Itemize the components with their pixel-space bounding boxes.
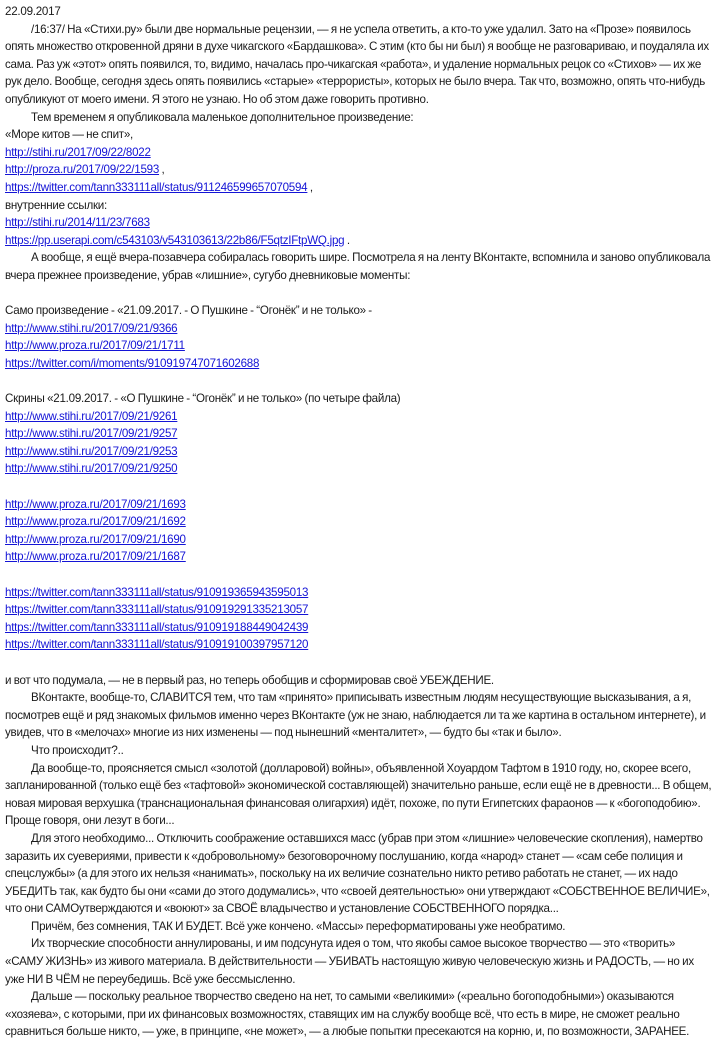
- work2-label: Само произведение - «21.09.2017. - О Пушкине - “Огонёк” и не только» -: [5, 304, 372, 318]
- screen-link-twitter[interactable]: https://twitter.com/tann333111all/status/910919100397957120: [5, 638, 309, 652]
- internal-links-label: внутренние ссылки:: [5, 198, 107, 212]
- screen-link-twitter[interactable]: https://twitter.com/tann333111all/status/910919188449042439: [5, 620, 309, 634]
- paragraph-creativity: Их творческие способности аннулированы, и им подсунута идея о том, что якобы самое высокое творчество — это «творить» «САМУ ЖИЗНЬ» из живого материала. В действительности — УБИВАТЬ настоящую живую человеческую жизнь и РАДОСТЬ, — но их уже НИ В ЧЁМ не переубедишь. Всё уже бессмысленно.: [5, 937, 694, 986]
- internal-link-line: [5, 214, 715, 232]
- screen-link-proza[interactable]: http://www.proza.ru/2017/09/21/1693: [5, 497, 186, 511]
- screen-link-twitter[interactable]: https://twitter.com/tann333111all/status/910919291335213057: [5, 603, 309, 617]
- screen-link-stihi[interactable]: http://www.stihi.ru/2017/09/21/9257: [5, 427, 178, 441]
- blank-line: [5, 478, 715, 496]
- screen-link-stihi[interactable]: http://www.stihi.ru/2017/09/21/9253: [5, 444, 178, 458]
- work-link-stihi[interactable]: http://stihi.ru/2017/09/22/8022: [5, 145, 151, 159]
- paragraph-question: Что происходит?..: [31, 743, 124, 757]
- internal-link-line: https://pp.userapi.com/c543103/v543103613/22b86/F5qtzIFtpWQ.jpg .: [5, 233, 350, 247]
- paragraph-golden-war: Да вообще-то, проясняется смысл «золотой (долларовой) войны», объявленной Хоуардом Тафтом в 1910 году, но, скорее всего, запланированной (только ещё без «тафтовой» экономической составляющей) значительно раньше, если ещё не в древности... В общем, новая мировая верхушка (транснациональная финансовая олигархия) идёт, похоже, по пути Египетских фараонов — к «богоподобию». Проще говоря, они лезут в боги...: [5, 761, 712, 828]
- paragraph-vkontakte-quotes: ВКонтакте, вообще-то, СЛАВИТСЯ тем, что там «принято» приписывать известным людям несуществующие высказывания, а я, посмотрев ещё и ряд знакомых фильмов именно через ВКонтакте (уж не знаю, наблюдается ли та же картина в остальном интернете), и увидев, что в «мелочах» многие из них изменены — под нынешний «менталитет», — будто бы «так и было».: [5, 691, 706, 740]
- paragraph-necessity: Для этого необходимо... Отключить соображение оставшихся масс (убрав при этом «лишние» человеческие скопления), намертво заразить их суевериями, привести к «добровольному» безоговорочному послушанию, когда «народ» станет — «сам себе полиция и спецслужбы» (а для этого их нельзя «нанимать», поскольку на их величие сознательно никто ретиво работать не станет, — их надо УБЕДИТЬ так, как будто бы они «сами до этого додумались», что «своей деятельностью» они утверждают «СОБСТВЕННОЕ ВЕЛИЧИЕ», что они САМОутверждаются и «воюют» за СВОЁ владычество и установление СОБСТВЕННОГО порядка...: [5, 831, 710, 916]
- work2-link-proza[interactable]: http://www.proza.ru/2017/09/21/1711: [5, 339, 185, 353]
- work-title: «Море китов — не спит»,: [5, 128, 134, 142]
- screen-link-stihi[interactable]: http://www.stihi.ru/2017/09/21/9250: [5, 462, 178, 476]
- paragraph-masters: Дальше — поскольку реальное творчество сведено на нет, то самыми «великими» («реально богоподобными») оказываются «хозяева», с которыми, при их финансовых возможностях, ставящих им на службу вообще всё, что есть в мире, не сможет реально сравниться больше никто, — уже, в принципе, «не может», — а любые попытки пресекаются на корню, и, по возможности, ЗАРАНЕЕ.: [5, 990, 690, 1039]
- blank-line: [5, 566, 715, 584]
- work-link-line: [5, 144, 715, 162]
- blank-line: [5, 285, 715, 303]
- work-link-proza[interactable]: http://proza.ru/2017/09/22/1593: [5, 163, 160, 177]
- screen-link-proza[interactable]: http://www.proza.ru/2017/09/21/1690: [5, 532, 186, 546]
- blank-line: [5, 654, 715, 672]
- screen-link-proza[interactable]: http://www.proza.ru/2017/09/21/1687: [5, 550, 186, 564]
- paragraph-reviews-deleted: /16:37/ На «Стихи.ру» были две нормальные рецензии, — я не успела ответить, а кто-то уже удалил. Зато на «Прозе» появилось опять множество откровенной дряни в духе чикагского «Бардашкова». С этим (кто бы ни был) я вообще не разговариваю, и поудаляла их сама. Раз уж «этот» опять появился, то, видимо, началась про-чикагская «работа», и удаление нормальных рецок со «Стихов» — их же рук дело. Вообще, сегодня здесь опять появились «старые» «террористы», которых не было вчера. Так что, возможно, опять что-нибудь опубликуют от моего имени. Я этого не узнаю. Но об этом даже говорить противно.: [5, 22, 709, 106]
- internal-link-image[interactable]: https://pp.userapi.com/c543103/v543103613/22b86/F5qtzIFtpWQ.jpg: [5, 233, 345, 247]
- work-link-line: https://twitter.com/tann333111all/status/911246599657070594 ,: [5, 180, 313, 194]
- paragraph-conviction: и вот что подумала, — не в первый раз, но теперь обобщив и сформировав своё УБЕЖДЕНИЕ.: [5, 673, 494, 687]
- paragraph-vkontakte-republish: А вообще, я ещё вчера-позавчера собиралась говорить шире. Посмотрела я на ленту ВКонтакте, вспомнила и заново опубликовала вчера прежнее произведение, убрав «лишние», сугубо дневниковые моменты:: [5, 251, 711, 282]
- blank-line: [5, 372, 715, 390]
- screen-link-stihi[interactable]: http://www.stihi.ru/2017/09/21/9261: [5, 409, 178, 423]
- screen-link-proza[interactable]: http://www.proza.ru/2017/09/21/1692: [5, 515, 186, 529]
- work2-link-stihi[interactable]: http://www.stihi.ru/2017/09/21/9366: [5, 321, 178, 335]
- paragraph-it-will-be: Причём, без сомнения, ТАК И БУДЕТ. Всё уже кончено. «Массы» переформатированы уже необратимо.: [31, 919, 566, 933]
- work2-link-twitter-moments[interactable]: https://twitter.com/i/moments/910919747071602688: [5, 356, 260, 370]
- entry-date: 22.09.2017: [5, 5, 61, 18]
- work-link-twitter[interactable]: https://twitter.com/tann333111all/status/911246599657070594: [5, 180, 308, 194]
- work-link-line: http://proza.ru/2017/09/22/1593 ,: [5, 163, 165, 177]
- screen-link-twitter[interactable]: https://twitter.com/tann333111all/status/910919365943595013: [5, 585, 309, 599]
- screens-label: Скрины «21.09.2017. - «О Пушкине - “Огонёк” и не только» (по четыре файла): [5, 392, 401, 406]
- paragraph-published-work: Тем временем я опубликовала маленькое дополнительное произведение:: [31, 110, 414, 124]
- internal-link-stihi[interactable]: http://stihi.ru/2014/11/23/7683: [5, 216, 150, 230]
